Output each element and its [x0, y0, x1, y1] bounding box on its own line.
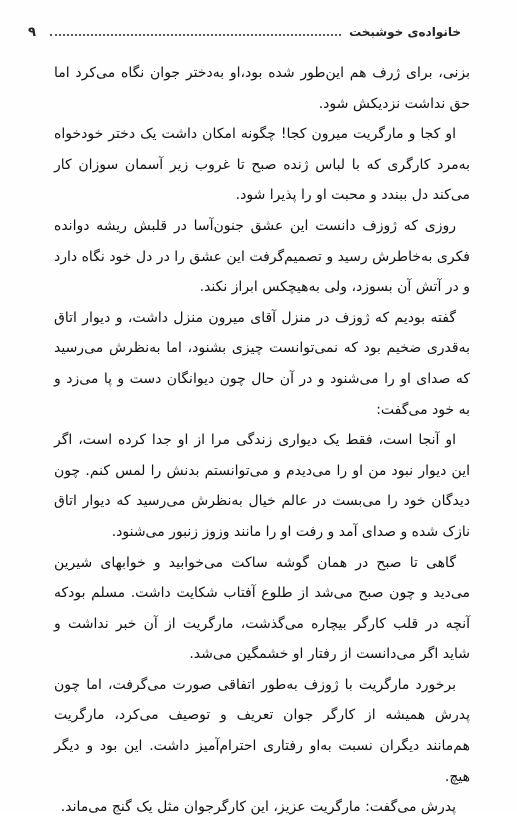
- running-header: [28, 22, 461, 42]
- paragraph: گاهی تا صبح در همان گوشه ساکت می‌خوابید و خوابهای شیرین می‌دید و چون صبح می‌شد از طلوع آفتاب شکایت داشت. مسلم بودکه آنچه در قلب کارگر بیچاره می‌گذشت، مارگریت از آن خبر نداشت و شاید اگر می‌دانست از رفتار او خشمگین می‌شد.: [54, 554, 470, 663]
- paragraph: پدرش می‌گفت: مارگریت عزیز، این کارگرجوان مثل یک گنج می‌ماند.: [60, 799, 456, 816]
- paragraph: او کجا و مارگریت میرون کجا! چگونه امکان داشت یک دختر خودخواه به‌مرد کارگری که با لباس ژنده صبح تا غروب زیر آسمان سوزان کار می‌کند دل ببندد و محبت او را پذیرا شود.: [54, 126, 470, 204]
- running-title: خانواده‌ی خوشبخت: [349, 25, 461, 39]
- paragraph: گفته بودیم که ژوزف در منزل آقای میرون منزل داشت، و دیوار اتاق به‌قدری ضخیم بود که نمی‌توانست چیزی بشنود، اما به‌نظرش می‌رسید که صدای او را می‌شنود و در آن حال چون دیوانگان دست و پا می‌زد و به خود می‌گفت:: [54, 309, 470, 418]
- paragraph: روزی که ژوزف دانست این عشق جنون‌آسا در قلبش ریشه دوانده فکری به‌خاطرش رسید و تصمیم‌گرفت این عشق را در دل خود نگاه دارد و در آتش آن بسوزد، ولی به‌هیچکس ابراز نکند.: [54, 217, 470, 296]
- dotted-leader: [50, 28, 341, 36]
- paragraph-continued: بزنی، برای ژرف هم این‌طور شده بود،او به‌دختر جوان نگاه می‌کرد اما حق نداشت نزدیکش شود.: [54, 65, 470, 112]
- body-text: [54, 58, 470, 823]
- paragraph: برخورد مارگریت با ژوزف به‌طور اتفاقی صورت می‌گرفت، اما چون پدرش همیشه از کارگر جوان تعریف و توصیف می‌کرد، مارگریت هم‌مانند دیگران نسبت به‌او رفتاری احترام‌آمیز داشت. این بود و دیگر هیچ.: [54, 676, 470, 785]
- page-number: ۹: [28, 24, 36, 40]
- paragraph: او آنجا است، فقط یک دیواری زندگی مرا از او جدا کرده است، اگر این دیوار نبود من او را می‌دیدم و می‌توانستم بدنش را لمس کنم. چون دیدگان خود را می‌بست در عالم خیال به‌نظرش می‌رسید که دیوار اتاق نازک شده و صدای آمد و رفت او را مانند وزوز زنبور می‌شنود.: [54, 432, 470, 540]
